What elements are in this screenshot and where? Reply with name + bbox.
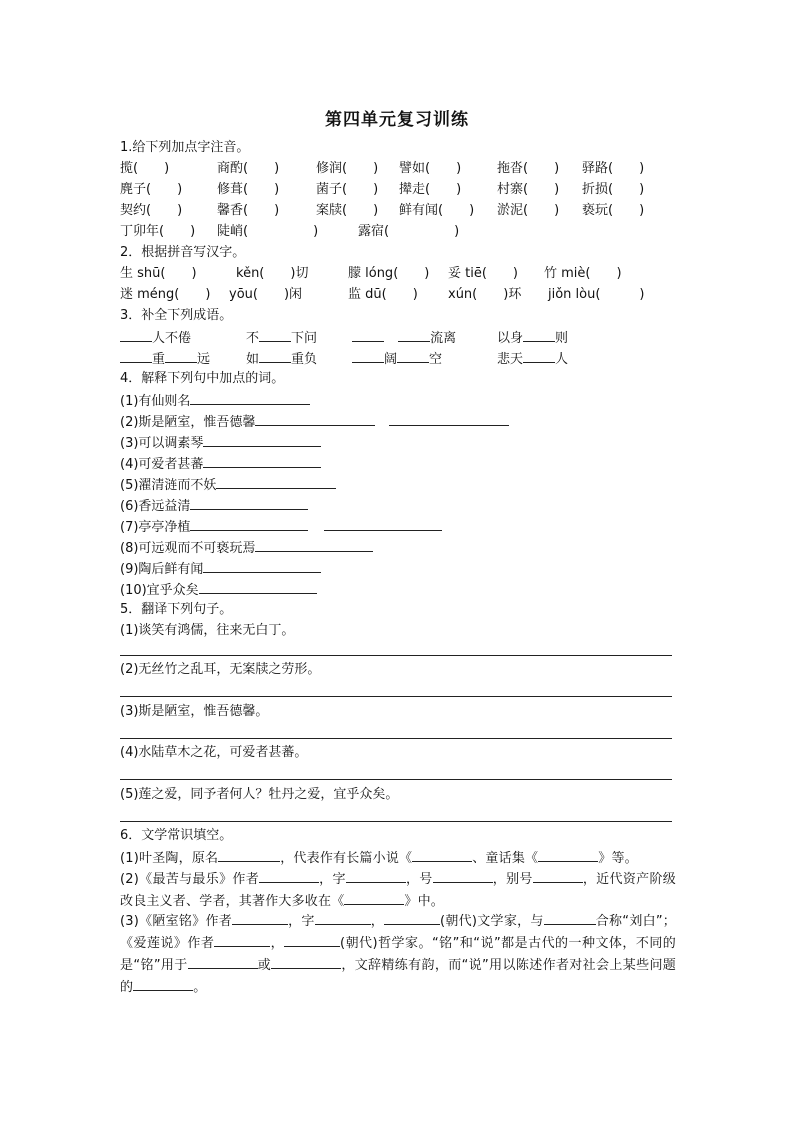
fill-blank[interactable]: [352, 348, 384, 363]
answer-line[interactable]: [190, 495, 308, 510]
idiom-part: 如: [246, 352, 260, 367]
fill-blank[interactable]: [384, 910, 440, 925]
fill-blank[interactable]: [259, 348, 291, 363]
fill-blank[interactable]: [188, 954, 258, 969]
definition-item: [120, 432, 321, 454]
hanzi-item: jiǒn lòu( ): [548, 287, 645, 302]
fill-blank[interactable]: [346, 868, 406, 883]
idiom-part: 流离: [430, 331, 457, 346]
pinyin-item: 撵走( ): [399, 182, 462, 197]
answer-line[interactable]: [190, 516, 308, 531]
item-text: (5)濯清涟而不妖: [120, 478, 217, 493]
idiom-item: [246, 348, 317, 370]
item-text: (6)香远益清: [120, 499, 191, 514]
answer-line[interactable]: [120, 655, 672, 656]
idiom-part: 人不倦: [152, 331, 192, 346]
item-text: 》等。: [598, 851, 638, 866]
idiom-item: [352, 327, 456, 349]
hanzi-item: xún( )环: [448, 287, 522, 302]
literature-item-3: [120, 910, 676, 998]
hanzi-item: 监 dū( ): [348, 287, 418, 302]
item-text: (朝代)文学家，与: [440, 914, 544, 929]
fill-blank[interactable]: [218, 847, 280, 862]
pinyin-item: 商酌( ): [217, 161, 280, 176]
item-text: (8)可远观而不可亵玩焉: [120, 541, 256, 556]
item-text: (朝代)哲学家。“铭”和“说”都是古代的一种文体，不同的是“铭”用于: [120, 936, 677, 973]
fill-blank[interactable]: [120, 327, 152, 342]
idiom-item: [497, 348, 568, 370]
fill-blank[interactable]: [315, 910, 371, 925]
hanzi-item: yōu( )闲: [229, 287, 303, 302]
hanzi-item: 生 shū( ): [120, 266, 197, 281]
fill-blank[interactable]: [120, 348, 152, 363]
item-text: ，字: [319, 872, 346, 887]
translation-item: (5)莲之爱，同予者何人？牡丹之爱，宜乎众矣。: [120, 787, 399, 802]
section-1-heading: 1.给下列加点字注音。: [120, 140, 250, 155]
answer-line[interactable]: [203, 558, 321, 573]
answer-line[interactable]: [324, 516, 442, 531]
idiom-item: [120, 348, 210, 370]
fill-blank[interactable]: [398, 327, 430, 342]
fill-blank[interactable]: [544, 910, 596, 925]
translation-item: (1)谈笑有鸿儒，往来无白丁。: [120, 623, 295, 638]
fill-blank[interactable]: [397, 348, 429, 363]
hanzi-item: 朦 lóng( ): [348, 266, 430, 281]
pinyin-item: 譬如( ): [399, 161, 462, 176]
item-text: ，: [270, 936, 285, 951]
answer-line[interactable]: [120, 779, 672, 780]
answer-line[interactable]: [216, 474, 336, 489]
item-text: ，文辞精练有韵，而“说”用以陈述作者对社会上某些问题的: [120, 958, 677, 995]
hanzi-item: 迷 méng( ): [120, 287, 211, 302]
item-text: (10)宜乎众矣: [120, 583, 199, 598]
pinyin-item: 案牍( ): [316, 203, 379, 218]
definition-item: [120, 474, 336, 496]
pinyin-item: 馨香( ): [217, 203, 280, 218]
answer-line[interactable]: [190, 390, 310, 405]
pinyin-item: 丁卯年( ): [120, 224, 196, 239]
idiom-part: 则: [555, 331, 569, 346]
pinyin-item: 陡峭( ): [217, 224, 319, 239]
idiom-part: 以身: [497, 331, 524, 346]
pinyin-item: 淤泥( ): [497, 203, 560, 218]
translation-item: (2)无丝竹之乱耳，无案牍之劳形。: [120, 662, 321, 677]
fill-blank[interactable]: [533, 868, 583, 883]
idiom-part: 空: [429, 352, 443, 367]
pinyin-item: 契约( ): [120, 203, 183, 218]
literature-item-2: [120, 868, 676, 912]
pinyin-item: 折损( ): [582, 182, 645, 197]
fill-blank[interactable]: [344, 890, 404, 905]
definition-item: [120, 411, 509, 433]
item-text: ，字: [288, 914, 315, 929]
definition-item: [120, 495, 308, 517]
item-text: ，近代资产阶级改良主义者、学者，其著作大多收在《: [120, 872, 677, 909]
item-text: ，别号: [492, 872, 533, 887]
item-text: (2)斯是陋室，惟吾德馨: [120, 415, 256, 430]
fill-blank[interactable]: [271, 954, 341, 969]
fill-blank[interactable]: [259, 868, 319, 883]
fill-blank[interactable]: [523, 327, 555, 342]
answer-line[interactable]: [120, 696, 672, 697]
idiom-item: [352, 348, 442, 370]
item-text: ，: [370, 914, 385, 929]
answer-line[interactable]: [120, 738, 672, 739]
item-text: 。: [193, 980, 207, 995]
fill-blank[interactable]: [433, 868, 493, 883]
definition-item: [120, 579, 317, 601]
idiom-row-1: [120, 327, 191, 349]
fill-blank[interactable]: [259, 327, 291, 342]
item-text: ，代表作有长篇小说《: [280, 851, 413, 866]
literature-item-1: [120, 847, 676, 869]
fill-blank[interactable]: [284, 932, 340, 947]
fill-blank[interactable]: [538, 847, 598, 862]
item-text: (9)陶后鲜有闻: [120, 562, 204, 577]
item-text: (3)可以调素琴: [120, 436, 204, 451]
answer-line[interactable]: [203, 453, 321, 468]
hanzi-item: kěn( )切: [236, 266, 309, 281]
definition-item: [120, 453, 321, 475]
fill-blank[interactable]: [232, 910, 288, 925]
fill-blank[interactable]: [165, 348, 197, 363]
item-text: 、童话集《: [472, 851, 539, 866]
pinyin-item: 村寨( ): [497, 182, 560, 197]
pinyin-item: 拖沓( ): [497, 161, 560, 176]
page-title: 第四单元复习训练: [325, 110, 469, 130]
item-text: 或: [257, 958, 272, 973]
hanzi-item: 竹 miè( ): [544, 266, 622, 281]
fill-blank[interactable]: [412, 847, 472, 862]
answer-line[interactable]: [255, 537, 373, 552]
pinyin-item: 鲜有闻( ): [399, 203, 475, 218]
pinyin-item: 驿路( ): [582, 161, 645, 176]
idiom-part: 悲天: [497, 352, 524, 367]
fill-blank[interactable]: [352, 327, 384, 342]
idiom-item: [497, 327, 568, 349]
idiom-item: [246, 327, 317, 349]
idiom-part: 不: [246, 331, 260, 346]
definition-item: [120, 558, 321, 580]
answer-line[interactable]: [203, 432, 321, 447]
item-text: (7)亭亭净植: [120, 520, 191, 535]
answer-line[interactable]: [389, 411, 509, 426]
section-3-heading: 3．补全下列成语。: [120, 308, 233, 323]
fill-blank[interactable]: [133, 976, 193, 991]
answer-line[interactable]: [120, 821, 672, 822]
translation-item: (3)斯是陋室，惟吾德馨。: [120, 704, 269, 719]
pinyin-item: 修润( ): [316, 161, 379, 176]
pinyin-item: 亵玩( ): [582, 203, 645, 218]
pinyin-item: 露宿( ): [358, 224, 460, 239]
idiom-part: 阔: [384, 352, 398, 367]
idiom-part: 下问: [291, 331, 318, 346]
definition-item: [120, 537, 373, 559]
item-text: 合称“刘白”；《爱莲说》作者: [120, 914, 677, 951]
section-6-heading: 6．文学常识填空。: [120, 828, 233, 843]
idiom-part: 重负: [291, 352, 318, 367]
answer-line[interactable]: [199, 579, 317, 594]
item-text: (1)有仙则名: [120, 394, 191, 409]
translation-item: (4)水陆草木之花，可爱者甚蕃。: [120, 745, 308, 760]
pinyin-item: 麂子( ): [120, 182, 183, 197]
answer-line[interactable]: [255, 411, 375, 426]
item-text: (2)《最苦与最乐》作者: [120, 872, 260, 887]
hanzi-item: 妥 tiē( ): [448, 266, 518, 281]
section-5-heading: 5．翻译下列句子。: [120, 602, 233, 617]
idiom-part: 人: [555, 352, 569, 367]
pinyin-item: 揽( ): [120, 161, 170, 176]
pinyin-item: 菌子( ): [316, 182, 379, 197]
idiom-part: 远: [197, 352, 211, 367]
definition-item: [120, 390, 310, 412]
fill-blank[interactable]: [214, 932, 270, 947]
section-4-heading: 4．解释下列句中加点的词。: [120, 371, 285, 386]
item-text: ，号: [405, 872, 433, 887]
definition-item: [120, 516, 442, 538]
pinyin-item: 修葺( ): [217, 182, 280, 197]
section-2-heading: 2．根据拼音写汉字。: [120, 245, 246, 260]
item-text: (3)《陋室铭》作者: [120, 914, 233, 929]
item-text: (4)可爱者甚蕃: [120, 457, 204, 472]
idiom-part: 重: [152, 352, 166, 367]
item-text: 》中。: [404, 894, 445, 909]
item-text: (1)叶圣陶，原名: [120, 851, 219, 866]
fill-blank[interactable]: [523, 348, 555, 363]
